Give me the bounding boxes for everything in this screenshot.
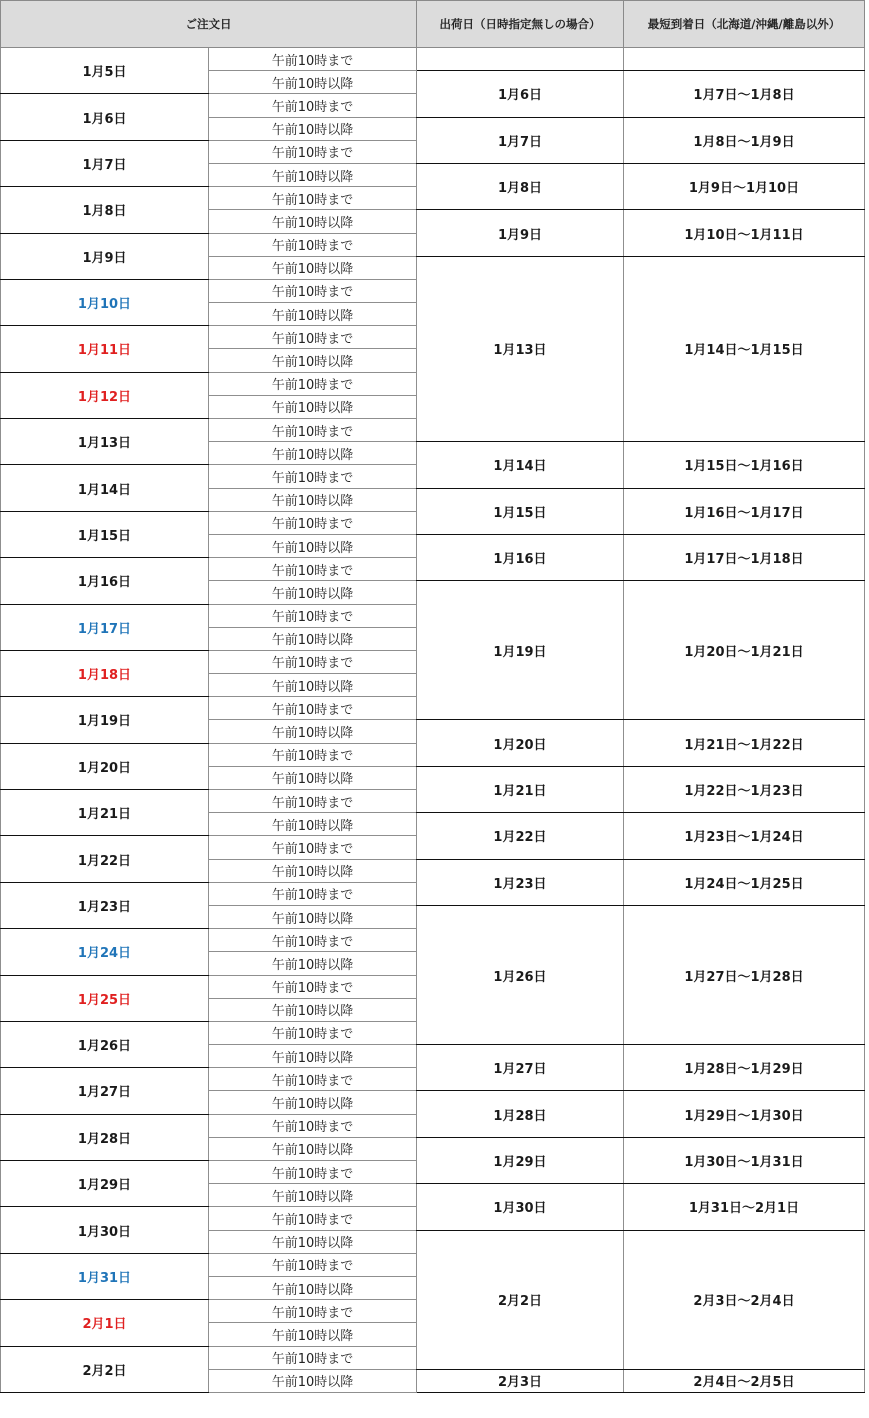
- order-date-cell: 1月22日: [1, 836, 209, 882]
- cutoff-before-cell: 午前10時まで: [209, 279, 417, 302]
- cutoff-before-cell: 午前10時まで: [209, 1068, 417, 1091]
- arrival-date-cell: 1月28日～1月29日: [624, 1045, 865, 1091]
- cutoff-before-cell: 午前10時まで: [209, 140, 417, 163]
- ship-date-cell: 1月6日: [417, 71, 624, 117]
- order-date-cell: 1月15日: [1, 511, 209, 557]
- order-date-cell: 1月23日: [1, 882, 209, 928]
- arrival-date-cell: 1月15日～1月16日: [624, 442, 865, 488]
- order-date-cell: 1月25日: [1, 975, 209, 1021]
- ship-date-cell: 2月3日: [417, 1369, 624, 1392]
- header-row: [1, 1, 865, 48]
- cutoff-after-cell: 午前10時以降: [209, 1184, 417, 1207]
- order-date-cell: 1月31日: [1, 1253, 209, 1299]
- arrival-date-cell: 1月17日～1月18日: [624, 534, 865, 580]
- ship-date-cell: 1月20日: [417, 720, 624, 766]
- cutoff-after-cell: 午前10時以降: [209, 766, 417, 789]
- ship-date-cell: 1月30日: [417, 1184, 624, 1230]
- cutoff-before-cell: 午前10時まで: [209, 697, 417, 720]
- cutoff-before-cell: 午前10時まで: [209, 604, 417, 627]
- table-row: [1, 48, 865, 71]
- cutoff-before-cell: 午前10時まで: [209, 975, 417, 998]
- ship-date-cell: 2月2日: [417, 1230, 624, 1369]
- cutoff-after-cell: 午前10時以降: [209, 534, 417, 557]
- cutoff-after-cell: 午前10時以降: [209, 1137, 417, 1160]
- cutoff-before-cell: 午前10時まで: [209, 372, 417, 395]
- ship-date-cell: 1月26日: [417, 905, 624, 1044]
- order-date-cell: 1月7日: [1, 140, 209, 186]
- arrival-date-cell: 1月7日～1月8日: [624, 71, 865, 117]
- ship-date-cell: 1月28日: [417, 1091, 624, 1137]
- arrival-date-cell: [624, 48, 865, 71]
- order-date-cell: 1月28日: [1, 1114, 209, 1160]
- ship-date-cell: 1月22日: [417, 813, 624, 859]
- arrival-date-cell: 1月27日～1月28日: [624, 905, 865, 1044]
- order-date-cell: 1月12日: [1, 372, 209, 418]
- arrival-date-cell: 1月23日～1月24日: [624, 813, 865, 859]
- ship-date-cell: 1月8日: [417, 163, 624, 209]
- arrival-date-cell: 1月30日～1月31日: [624, 1137, 865, 1183]
- cutoff-after-cell: 午前10時以降: [209, 859, 417, 882]
- ship-date-cell: 1月9日: [417, 210, 624, 256]
- cutoff-after-cell: 午前10時以降: [209, 1323, 417, 1346]
- arrival-date-cell: 2月3日～2月4日: [624, 1230, 865, 1369]
- order-date-cell: 1月8日: [1, 187, 209, 233]
- schedule-body: [1, 48, 865, 1393]
- order-date-cell: 1月30日: [1, 1207, 209, 1253]
- cutoff-before-cell: 午前10時まで: [209, 511, 417, 534]
- arrival-date-cell: 1月24日～1月25日: [624, 859, 865, 905]
- order-date-cell: 1月16日: [1, 558, 209, 604]
- cutoff-after-cell: 午前10時以降: [209, 163, 417, 186]
- order-date-cell: 1月17日: [1, 604, 209, 650]
- cutoff-before-cell: 午前10時まで: [209, 1021, 417, 1044]
- cutoff-before-cell: 午前10時まで: [209, 790, 417, 813]
- arrival-date-cell: 1月8日～1月9日: [624, 117, 865, 163]
- ship-date-cell: 1月27日: [417, 1045, 624, 1091]
- cutoff-before-cell: 午前10時まで: [209, 326, 417, 349]
- cutoff-before-cell: 午前10時まで: [209, 929, 417, 952]
- cutoff-after-cell: 午前10時以降: [209, 71, 417, 94]
- order-date-cell: 1月14日: [1, 465, 209, 511]
- order-date-cell: 1月29日: [1, 1161, 209, 1207]
- cutoff-after-cell: 午前10時以降: [209, 1230, 417, 1253]
- cutoff-before-cell: 午前10時まで: [209, 465, 417, 488]
- cutoff-after-cell: 午前10時以降: [209, 117, 417, 140]
- cutoff-after-cell: 午前10時以降: [209, 674, 417, 697]
- order-date-cell: 1月27日: [1, 1068, 209, 1114]
- arrival-date-cell: 1月10日～1月11日: [624, 210, 865, 256]
- ship-date-cell: 1月21日: [417, 766, 624, 812]
- cutoff-after-cell: 午前10時以降: [209, 1091, 417, 1114]
- cutoff-after-cell: 午前10時以降: [209, 720, 417, 743]
- cutoff-before-cell: 午前10時まで: [209, 1207, 417, 1230]
- ship-date-cell: 1月7日: [417, 117, 624, 163]
- cutoff-after-cell: 午前10時以降: [209, 349, 417, 372]
- cutoff-before-cell: 午前10時まで: [209, 836, 417, 859]
- order-date-cell: 1月18日: [1, 650, 209, 696]
- cutoff-after-cell: 午前10時以降: [209, 1276, 417, 1299]
- order-date-cell: 1月6日: [1, 94, 209, 140]
- arrival-date-cell: 1月20日～1月21日: [624, 581, 865, 720]
- cutoff-before-cell: 午前10時まで: [209, 650, 417, 673]
- cutoff-after-cell: 午前10時以降: [209, 210, 417, 233]
- arrival-date-cell: 1月16日～1月17日: [624, 488, 865, 534]
- order-date-cell: 2月2日: [1, 1346, 209, 1392]
- cutoff-after-cell: 午前10時以降: [209, 905, 417, 928]
- ship-date-cell: 1月15日: [417, 488, 624, 534]
- cutoff-after-cell: 午前10時以降: [209, 488, 417, 511]
- ship-date-header: 出荷日（日時指定無しの場合）: [417, 1, 624, 48]
- cutoff-before-cell: 午前10時まで: [209, 743, 417, 766]
- ship-date-cell: 1月19日: [417, 581, 624, 720]
- order-date-cell: 1月9日: [1, 233, 209, 279]
- order-date-cell: 1月26日: [1, 1021, 209, 1067]
- cutoff-before-cell: 午前10時まで: [209, 187, 417, 210]
- cutoff-before-cell: 午前10時まで: [209, 1300, 417, 1323]
- cutoff-before-cell: 午前10時まで: [209, 558, 417, 581]
- order-date-cell: 1月21日: [1, 790, 209, 836]
- ship-date-cell: 1月16日: [417, 534, 624, 580]
- cutoff-after-cell: 午前10時以降: [209, 952, 417, 975]
- order-date-cell: 1月19日: [1, 697, 209, 743]
- cutoff-after-cell: 午前10時以降: [209, 627, 417, 650]
- order-date-header: ご注文日: [1, 1, 417, 48]
- cutoff-before-cell: 午前10時まで: [209, 1346, 417, 1369]
- arrival-date-cell: 1月22日～1月23日: [624, 766, 865, 812]
- order-date-cell: 1月5日: [1, 48, 209, 94]
- arrival-date-cell: 1月14日～1月15日: [624, 256, 865, 442]
- cutoff-after-cell: 午前10時以降: [209, 256, 417, 279]
- cutoff-before-cell: 午前10時まで: [209, 1114, 417, 1137]
- ship-date-cell: 1月13日: [417, 256, 624, 442]
- cutoff-before-cell: 午前10時まで: [209, 882, 417, 905]
- order-date-cell: 2月1日: [1, 1300, 209, 1346]
- ship-date-cell: [417, 48, 624, 71]
- cutoff-after-cell: 午前10時以降: [209, 998, 417, 1021]
- cutoff-before-cell: 午前10時まで: [209, 233, 417, 256]
- cutoff-after-cell: 午前10時以降: [209, 442, 417, 465]
- cutoff-before-cell: 午前10時まで: [209, 94, 417, 117]
- cutoff-after-cell: 午前10時以降: [209, 1045, 417, 1068]
- cutoff-after-cell: 午前10時以降: [209, 1369, 417, 1392]
- cutoff-after-cell: 午前10時以降: [209, 813, 417, 836]
- cutoff-after-cell: 午前10時以降: [209, 395, 417, 418]
- order-date-cell: 1月13日: [1, 419, 209, 465]
- cutoff-before-cell: 午前10時まで: [209, 48, 417, 71]
- cutoff-before-cell: 午前10時まで: [209, 1253, 417, 1276]
- order-date-cell: 1月24日: [1, 929, 209, 975]
- order-date-cell: 1月11日: [1, 326, 209, 372]
- cutoff-before-cell: 午前10時まで: [209, 1161, 417, 1184]
- arrival-date-cell: 1月9日～1月10日: [624, 163, 865, 209]
- arrival-date-cell: 1月21日～1月22日: [624, 720, 865, 766]
- arrival-date-cell: 1月31日～2月1日: [624, 1184, 865, 1230]
- cutoff-after-cell: 午前10時以降: [209, 581, 417, 604]
- order-date-cell: 1月20日: [1, 743, 209, 789]
- arrival-date-header: 最短到着日（北海道/沖縄/離島以外）: [624, 1, 865, 48]
- order-date-cell: 1月10日: [1, 279, 209, 325]
- arrival-date-cell: 2月4日～2月5日: [624, 1369, 865, 1392]
- arrival-date-cell: 1月29日～1月30日: [624, 1091, 865, 1137]
- cutoff-after-cell: 午前10時以降: [209, 303, 417, 326]
- cutoff-before-cell: 午前10時まで: [209, 419, 417, 442]
- ship-date-cell: 1月29日: [417, 1137, 624, 1183]
- ship-date-cell: 1月14日: [417, 442, 624, 488]
- ship-date-cell: 1月23日: [417, 859, 624, 905]
